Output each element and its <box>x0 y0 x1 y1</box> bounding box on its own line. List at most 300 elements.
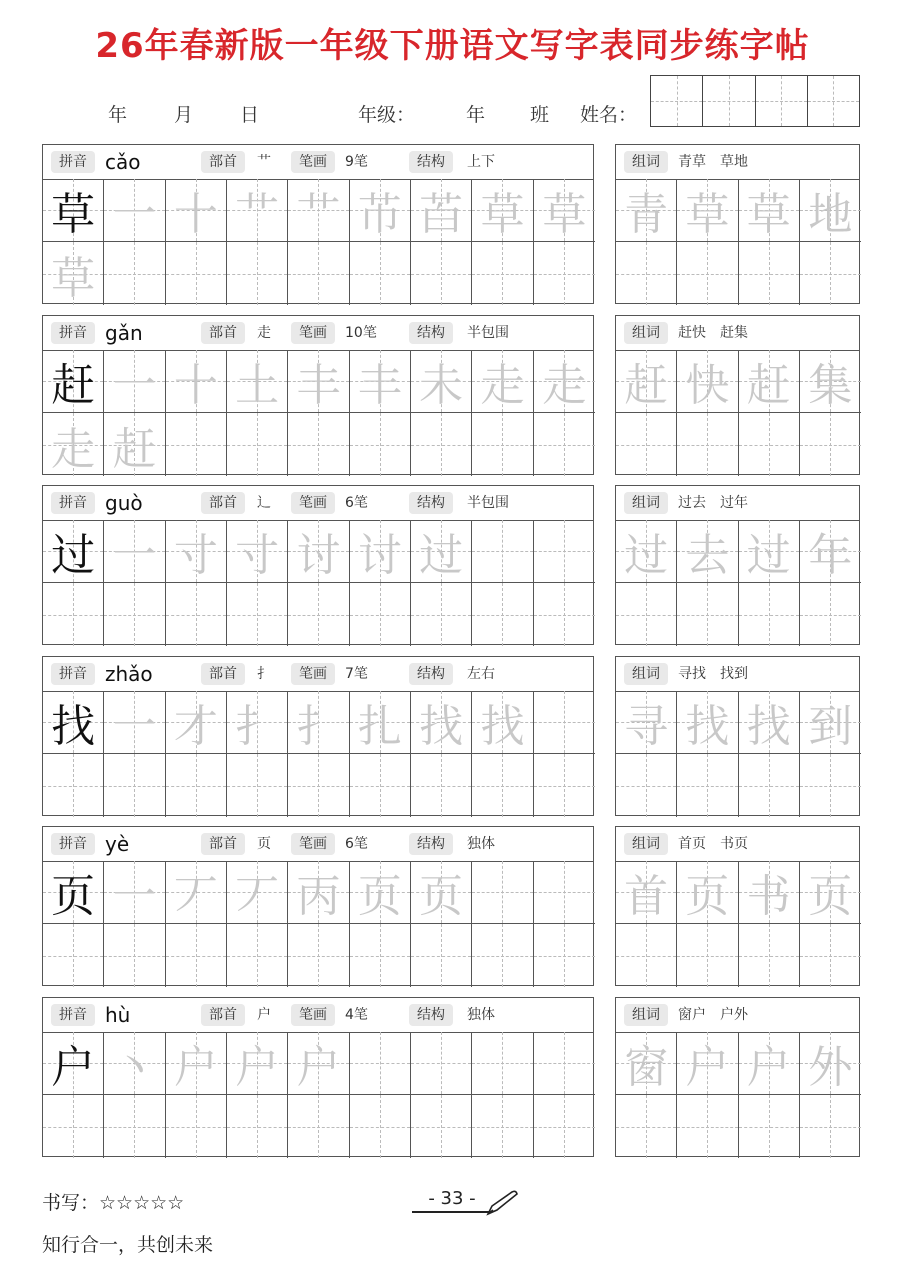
date-day-label: 日 <box>240 104 260 126</box>
word-header <box>616 145 859 180</box>
grid-cell[interactable] <box>104 691 165 754</box>
grid-cell[interactable] <box>534 583 595 646</box>
stroke-step: 一 <box>112 360 157 411</box>
word-trace-character: 首 <box>624 871 669 922</box>
grid-cell[interactable] <box>677 924 738 987</box>
grid-cell[interactable] <box>227 1032 288 1095</box>
stroke-step: 丶 <box>112 1042 157 1093</box>
grid-cell[interactable] <box>472 242 533 305</box>
grid-cell[interactable] <box>288 583 349 646</box>
word-practice-block <box>615 656 860 816</box>
grid-cell[interactable] <box>288 520 349 583</box>
guide-line <box>43 786 103 787</box>
grid-cell[interactable] <box>472 861 533 924</box>
grid-cell[interactable] <box>534 754 595 817</box>
guide-line <box>227 956 287 957</box>
grid-cell[interactable] <box>411 924 472 987</box>
stroke-step: 十 <box>173 360 218 411</box>
stroke-step: 讨 <box>296 530 341 581</box>
grid-cell[interactable] <box>350 583 411 646</box>
guide-line <box>800 615 861 616</box>
stroke-step: 丙 <box>296 871 341 922</box>
grid-cell[interactable] <box>677 520 738 583</box>
stroke-step: 丰 <box>357 360 402 411</box>
grid-cell[interactable] <box>534 1032 595 1095</box>
name-writing-box[interactable] <box>650 75 860 127</box>
stroke-step: 过 <box>419 530 464 581</box>
pinyin-tag: 拼音 <box>51 1004 95 1026</box>
grid-cell[interactable] <box>43 350 104 413</box>
stroke-step: 户 <box>296 1042 341 1093</box>
pen-icon <box>484 1188 520 1218</box>
grid-cell[interactable] <box>739 754 800 817</box>
grid-cell[interactable] <box>800 1032 861 1095</box>
writing-grid <box>43 861 593 985</box>
guide-line <box>104 274 164 275</box>
grid-cell[interactable] <box>739 924 800 987</box>
grid-cell[interactable] <box>227 1095 288 1158</box>
grid-cell[interactable] <box>472 1032 533 1095</box>
grid-cell[interactable] <box>288 350 349 413</box>
grid-cell[interactable] <box>472 583 533 646</box>
grid-cell[interactable] <box>677 413 738 476</box>
grid-cell[interactable] <box>677 242 738 305</box>
grid-cell[interactable] <box>350 1032 411 1095</box>
character-practice-block <box>42 315 594 475</box>
word-practice-block <box>615 315 860 475</box>
grid-cell[interactable] <box>472 413 533 476</box>
structure-value: 半包围 <box>467 325 509 341</box>
grid-cell[interactable] <box>350 350 411 413</box>
word-trace-character: 寻 <box>624 701 669 752</box>
guide-line <box>166 786 226 787</box>
grid-cell[interactable] <box>227 861 288 924</box>
radical-value: 页 <box>257 836 271 852</box>
grid-cell[interactable] <box>534 924 595 987</box>
strokes-value: 6笔 <box>345 495 368 511</box>
grid-cell[interactable] <box>411 1095 472 1158</box>
stroke-step: 十 <box>173 189 218 240</box>
grid-cell[interactable] <box>104 413 165 476</box>
word-grid <box>616 861 859 985</box>
grid-cell[interactable] <box>350 1095 411 1158</box>
name-cell[interactable] <box>756 76 808 126</box>
date-year-label: 年 <box>108 104 128 126</box>
guide-line <box>166 956 226 957</box>
grid-cell[interactable] <box>616 520 677 583</box>
grid-cell[interactable] <box>616 1095 677 1158</box>
word-header <box>616 657 859 692</box>
guide-line <box>534 1063 595 1064</box>
writing-grid <box>43 691 593 815</box>
word-grid <box>616 691 859 815</box>
grid-cell[interactable] <box>166 1032 227 1095</box>
guide-line <box>472 1127 532 1128</box>
name-cell[interactable] <box>808 76 859 126</box>
grid-cell[interactable] <box>43 1095 104 1158</box>
grid-cell[interactable] <box>472 350 533 413</box>
page-title: 26年春新版一年级下册语文写字表同步练字帖 <box>95 26 810 66</box>
grid-cell[interactable] <box>472 520 533 583</box>
grade-class-label: 班 <box>530 104 550 126</box>
grid-cell[interactable] <box>800 691 861 754</box>
grid-cell[interactable] <box>616 754 677 817</box>
grid-cell[interactable] <box>227 242 288 305</box>
writing-grid <box>43 1032 593 1156</box>
grid-cell[interactable] <box>104 520 165 583</box>
radical-tag: 部首 <box>201 833 245 855</box>
guide-line <box>739 615 799 616</box>
stroke-step: 丰 <box>296 360 341 411</box>
word-grid <box>616 520 859 644</box>
word-trace-character: 草 <box>685 189 730 240</box>
grid-cell[interactable] <box>739 1095 800 1158</box>
grid-cell[interactable] <box>288 242 349 305</box>
stroke-step: 讨 <box>357 530 402 581</box>
grid-cell[interactable] <box>350 691 411 754</box>
grid-cell[interactable] <box>739 520 800 583</box>
grid-cell[interactable] <box>166 691 227 754</box>
grid-cell[interactable] <box>411 242 472 305</box>
grid-cell[interactable] <box>411 520 472 583</box>
grid-cell[interactable] <box>800 520 861 583</box>
grid-cell[interactable] <box>534 861 595 924</box>
stroke-step: 找 <box>419 701 464 752</box>
grid-cell[interactable] <box>227 350 288 413</box>
grid-cell[interactable] <box>43 1032 104 1095</box>
grid-cell[interactable] <box>800 861 861 924</box>
guide-line <box>104 615 164 616</box>
grid-cell[interactable] <box>227 754 288 817</box>
guide-line <box>677 1127 737 1128</box>
grid-cell[interactable] <box>739 861 800 924</box>
stroke-step: 扎 <box>357 701 402 752</box>
character-info-header <box>43 998 593 1033</box>
grid-cell[interactable] <box>43 924 104 987</box>
grid-cell[interactable] <box>739 179 800 242</box>
grid-cell[interactable] <box>350 242 411 305</box>
stroke-step: 扌 <box>296 701 341 752</box>
grid-cell[interactable] <box>800 413 861 476</box>
guide-line <box>472 551 532 552</box>
grid-cell[interactable] <box>534 1095 595 1158</box>
guide-line <box>616 274 676 275</box>
grid-cell[interactable] <box>739 350 800 413</box>
grid-cell[interactable] <box>43 583 104 646</box>
grid-cell[interactable] <box>472 1095 533 1158</box>
structure-tag: 结构 <box>409 151 453 173</box>
stroke-step: 才 <box>173 701 218 752</box>
grid-cell[interactable] <box>288 754 349 817</box>
pinyin-tag: 拼音 <box>51 151 95 173</box>
words-tag: 组词 <box>624 492 668 514</box>
guide-line <box>616 956 676 957</box>
guide-line <box>43 956 103 957</box>
model-character: 过 <box>51 530 96 581</box>
grid-cell[interactable] <box>43 861 104 924</box>
guide-line <box>800 956 861 957</box>
stroke-step: 苩 <box>419 189 464 240</box>
grid-cell[interactable] <box>288 924 349 987</box>
grid-cell[interactable] <box>350 924 411 987</box>
character-info-header <box>43 316 593 351</box>
grid-cell[interactable] <box>800 754 861 817</box>
guide-line <box>288 956 348 957</box>
grid-cell[interactable] <box>411 691 472 754</box>
grid-cell[interactable] <box>104 1095 165 1158</box>
grid-cell[interactable] <box>677 350 738 413</box>
grid-cell[interactable] <box>350 754 411 817</box>
words-tag: 组词 <box>624 151 668 173</box>
structure-value: 上下 <box>467 154 495 170</box>
guide-line <box>800 786 861 787</box>
guide-line <box>104 1127 164 1128</box>
guide-line <box>534 274 595 275</box>
stroke-step: 走 <box>542 360 587 411</box>
grid-cell[interactable] <box>800 924 861 987</box>
grid-cell[interactable] <box>411 350 472 413</box>
structure-value: 半包围 <box>467 495 509 511</box>
word-trace-character: 窗 <box>624 1042 669 1093</box>
guide-line <box>534 551 595 552</box>
grid-cell[interactable] <box>677 861 738 924</box>
grid-cell[interactable] <box>677 1095 738 1158</box>
structure-value: 独体 <box>467 836 495 852</box>
grid-cell[interactable] <box>104 1032 165 1095</box>
grid-cell[interactable] <box>534 179 595 242</box>
guide-line <box>166 274 226 275</box>
grid-cell[interactable] <box>104 350 165 413</box>
grid-cell[interactable] <box>227 691 288 754</box>
guide-line <box>472 274 532 275</box>
grid-cell[interactable] <box>288 413 349 476</box>
grid-cell[interactable] <box>472 754 533 817</box>
guide-line <box>677 445 737 446</box>
radical-tag: 部首 <box>201 151 245 173</box>
name-cell[interactable] <box>703 76 755 126</box>
guide-line <box>534 786 595 787</box>
grid-cell[interactable] <box>104 179 165 242</box>
grid-cell[interactable] <box>227 924 288 987</box>
grid-cell[interactable] <box>534 242 595 305</box>
writing-grid <box>43 350 593 474</box>
grid-cell[interactable] <box>739 583 800 646</box>
word-trace-character: 赶 <box>624 360 669 411</box>
grid-cell[interactable] <box>677 583 738 646</box>
grid-cell[interactable] <box>534 350 595 413</box>
grid-cell[interactable] <box>288 179 349 242</box>
grid-cell[interactable] <box>677 179 738 242</box>
grid-cell[interactable] <box>288 861 349 924</box>
grid-cell[interactable] <box>227 179 288 242</box>
grid-cell[interactable] <box>800 350 861 413</box>
grid-cell[interactable] <box>677 1032 738 1095</box>
grid-cell[interactable] <box>166 861 227 924</box>
word-trace-character: 找 <box>685 701 730 752</box>
grid-cell[interactable] <box>534 691 595 754</box>
guide-line <box>227 274 287 275</box>
grid-cell[interactable] <box>616 242 677 305</box>
grid-cell[interactable] <box>166 583 227 646</box>
grid-cell[interactable] <box>166 179 227 242</box>
guide-line <box>739 1127 799 1128</box>
grid-cell[interactable] <box>411 583 472 646</box>
grid-cell[interactable] <box>739 691 800 754</box>
grid-cell[interactable] <box>104 924 165 987</box>
grid-cell[interactable] <box>411 861 472 924</box>
name-cell[interactable] <box>651 76 703 126</box>
grid-cell[interactable] <box>411 413 472 476</box>
stroke-step: 一 <box>112 189 157 240</box>
grid-cell[interactable] <box>739 242 800 305</box>
grid-cell[interactable] <box>288 1095 349 1158</box>
trace-character: 赶 <box>112 423 157 475</box>
guide-line <box>616 786 676 787</box>
grid-cell[interactable] <box>616 1032 677 1095</box>
guide-line <box>739 956 799 957</box>
trace-character: 走 <box>51 423 96 475</box>
grid-cell[interactable] <box>104 861 165 924</box>
guide-line <box>472 615 532 616</box>
guide-line <box>677 615 737 616</box>
grid-cell[interactable] <box>411 1032 472 1095</box>
grid-cell[interactable] <box>411 179 472 242</box>
pinyin-tag: 拼音 <box>51 663 95 685</box>
grid-cell[interactable] <box>43 242 104 305</box>
character-practice-block <box>42 826 594 986</box>
word-grid <box>616 1032 859 1156</box>
grid-cell[interactable] <box>800 242 861 305</box>
grid-cell[interactable] <box>411 754 472 817</box>
grid-cell[interactable] <box>166 242 227 305</box>
grid-cell[interactable] <box>534 520 595 583</box>
grid-cell[interactable] <box>800 583 861 646</box>
grade-year-label: 年 <box>466 104 486 126</box>
grid-cell[interactable] <box>166 520 227 583</box>
pinyin-tag: 拼音 <box>51 833 95 855</box>
strokes-value: 9笔 <box>345 154 368 170</box>
grid-cell[interactable] <box>288 1032 349 1095</box>
stroke-step: 找 <box>480 701 525 752</box>
radical-tag: 部首 <box>201 322 245 344</box>
grid-cell[interactable] <box>166 413 227 476</box>
grid-cell[interactable] <box>288 691 349 754</box>
stroke-step: 页 <box>357 871 402 922</box>
grid-cell[interactable] <box>350 520 411 583</box>
guide-line <box>411 1063 471 1064</box>
grid-cell[interactable] <box>350 861 411 924</box>
guide-line <box>534 615 595 616</box>
grid-cell[interactable] <box>166 754 227 817</box>
grid-cell[interactable] <box>350 179 411 242</box>
guide-line <box>411 956 471 957</box>
grid-cell[interactable] <box>43 413 104 476</box>
guide-line <box>472 1063 532 1064</box>
guide-line <box>350 274 410 275</box>
page-number: - 33 - <box>412 1188 492 1213</box>
guide-line <box>739 274 799 275</box>
word-trace-character: 找 <box>746 701 791 752</box>
grid-cell[interactable] <box>677 691 738 754</box>
grid-cell[interactable] <box>472 924 533 987</box>
grid-cell[interactable] <box>104 583 165 646</box>
pinyin-value: gǎn <box>105 321 143 345</box>
structure-tag: 结构 <box>409 322 453 344</box>
stroke-step: 户 <box>235 1042 280 1093</box>
grid-cell[interactable] <box>472 179 533 242</box>
grid-cell[interactable] <box>227 413 288 476</box>
structure-tag: 结构 <box>409 492 453 514</box>
character-info-header <box>43 486 593 521</box>
grid-cell[interactable] <box>43 179 104 242</box>
grid-cell[interactable] <box>472 691 533 754</box>
radical-value: 户 <box>257 1007 271 1023</box>
grid-cell[interactable] <box>350 413 411 476</box>
guide-line <box>227 1127 287 1128</box>
grid-cell[interactable] <box>616 179 677 242</box>
grid-cell[interactable] <box>677 754 738 817</box>
grid-cell[interactable] <box>739 413 800 476</box>
grid-cell[interactable] <box>227 520 288 583</box>
grid-cell[interactable] <box>616 350 677 413</box>
grid-cell[interactable] <box>166 350 227 413</box>
grid-cell[interactable] <box>166 924 227 987</box>
grid-cell[interactable] <box>43 754 104 817</box>
word-trace-character: 过 <box>624 530 669 581</box>
grid-cell[interactable] <box>616 691 677 754</box>
guide-line <box>166 615 226 616</box>
pinyin-tag: 拼音 <box>51 492 95 514</box>
grid-cell[interactable] <box>534 413 595 476</box>
guide-line <box>227 786 287 787</box>
date-month-label: 月 <box>174 104 194 126</box>
grid-cell[interactable] <box>104 242 165 305</box>
guide-line <box>800 274 861 275</box>
grid-cell[interactable] <box>166 1095 227 1158</box>
stroke-step: 寸 <box>235 530 280 581</box>
grid-cell[interactable] <box>616 861 677 924</box>
grade-label: 年级： <box>358 104 416 126</box>
grid-cell[interactable] <box>43 520 104 583</box>
guide-line <box>166 1127 226 1128</box>
word-trace-character: 去 <box>685 530 730 581</box>
strokes-tag: 笔画 <box>291 492 335 514</box>
word-practice-block <box>615 485 860 645</box>
character-info-header <box>43 657 593 692</box>
grid-cell[interactable] <box>800 179 861 242</box>
character-practice-block <box>42 656 594 816</box>
grid-cell[interactable] <box>616 583 677 646</box>
guide-line <box>534 892 595 893</box>
words-tag: 组词 <box>624 663 668 685</box>
structure-tag: 结构 <box>409 663 453 685</box>
guide-line <box>288 786 348 787</box>
grid-cell[interactable] <box>104 754 165 817</box>
grid-cell[interactable] <box>227 583 288 646</box>
stroke-step: 草 <box>480 189 525 240</box>
model-character: 找 <box>51 701 96 752</box>
words-value: 青草 草地 <box>678 154 748 170</box>
guide-line <box>411 274 471 275</box>
grid-cell[interactable] <box>43 691 104 754</box>
grid-cell[interactable] <box>616 924 677 987</box>
grid-cell[interactable] <box>739 1032 800 1095</box>
guide-line <box>534 445 595 446</box>
structure-value: 左右 <box>467 666 495 682</box>
character-info-header <box>43 145 593 180</box>
grid-cell[interactable] <box>800 1095 861 1158</box>
grid-cell[interactable] <box>616 413 677 476</box>
